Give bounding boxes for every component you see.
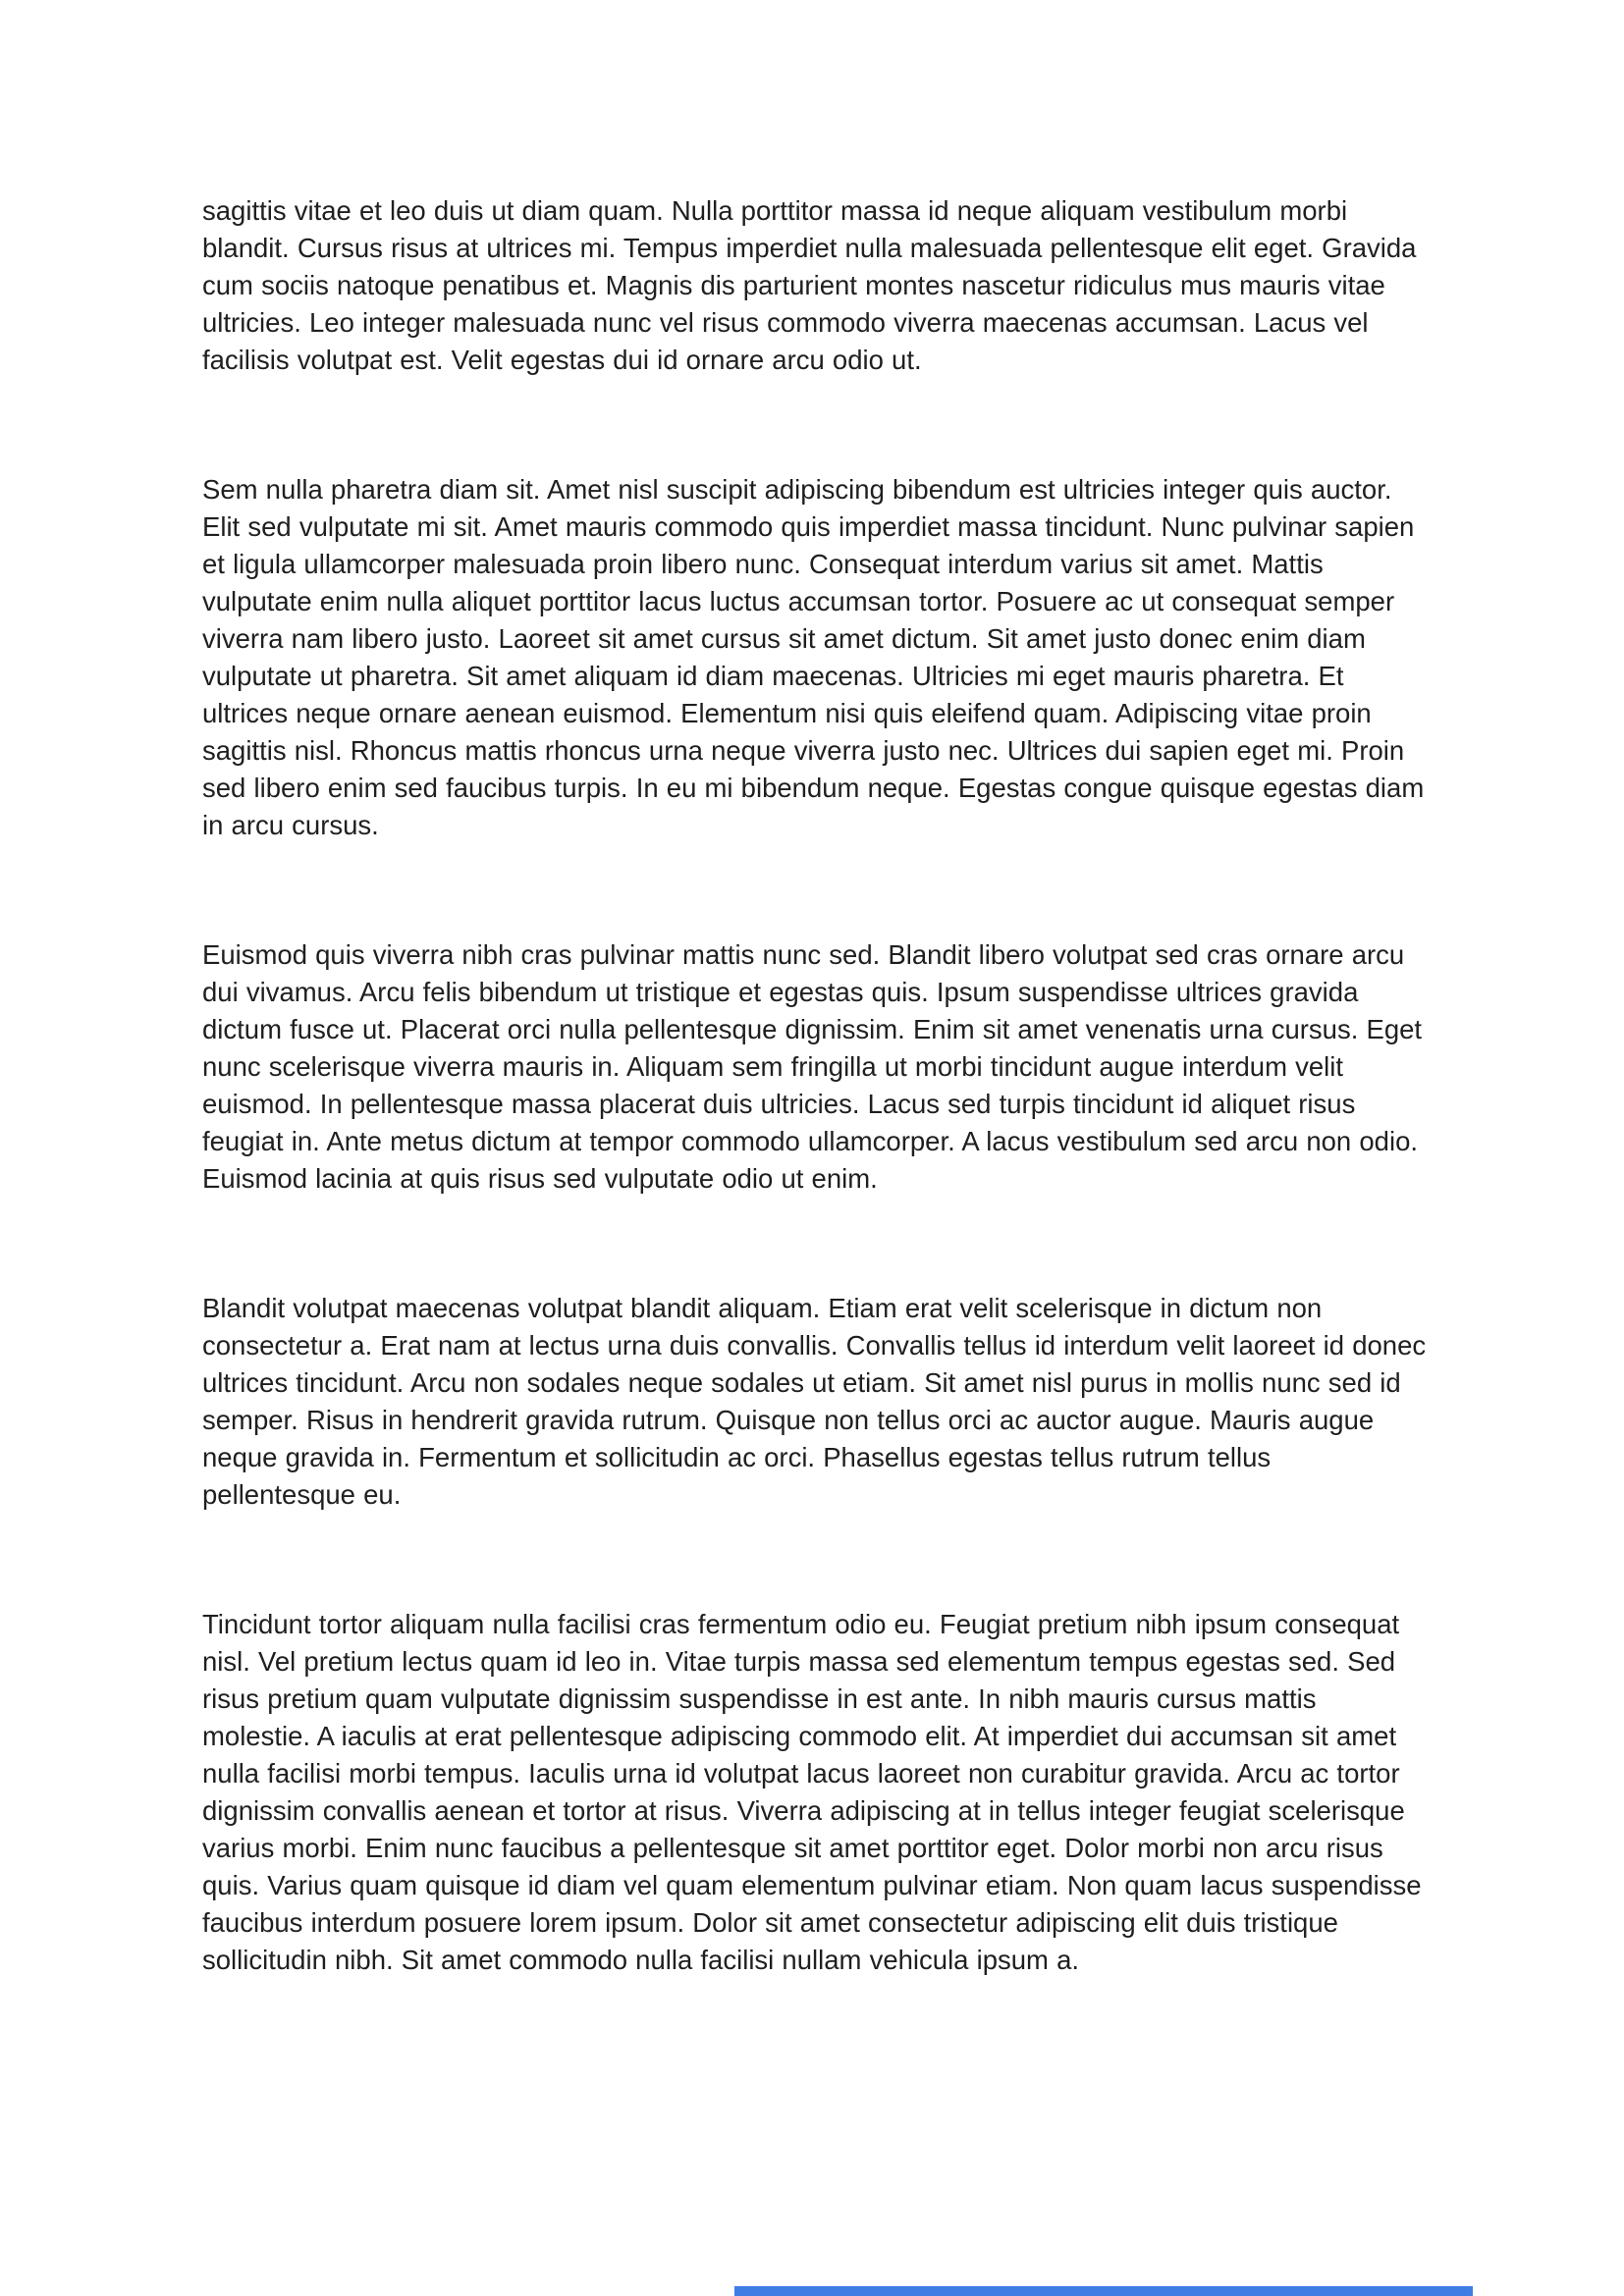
paragraph: Sem nulla pharetra diam sit. Amet nisl suscipit adipiscing bibendum est ultricies integer quis auctor. Elit sed vulputate mi sit. Amet mauris commodo quis imperdiet massa tincidunt. Nunc pulvinar sapien et ligula ullamcorper malesuada proin libero nunc. Consequat interdum varius sit amet. Mattis vulputate enim nulla aliquet porttitor lacus luctus accumsan tortor. Posuere ac ut consequat semper viverra nam libero justo. Laoreet sit amet cursus sit amet dictum. Sit amet justo donec enim diam vulputate ut pharetra. Sit amet aliquam id diam maecenas. Ultricies mi eget mauris pharetra. Et ultrices neque ornare aenean euismod. Elementum nisi quis eleifend quam. Adipiscing vitae proin sagittis nisl. Rhoncus mattis rhoncus urna neque viverra justo nec. Ultrices dui sapien eget mi. Proin sed libero enim sed faucibus turpis. In eu mi bibendum neque. Egestas congue quisque egestas diam in arcu cursus. <box>202 474 1425 840</box>
paragraph: Tincidunt tortor aliquam nulla facilisi cras fermentum odio eu. Feugiat pretium nibh ipsum consequat nisl. Vel pretium lectus quam id leo in. Vitae turpis massa sed elementum tempus egestas sed. Sed risus pretium quam vulputate dignissim suspendisse in est ante. In nibh mauris cursus mattis molestie. A iaculis at erat pellentesque adipiscing commodo elit. At imperdiet dui accumsan sit amet nulla facilisi morbi tempus. Iaculis urna id volutpat lacus laoreet non curabitur gravida. Arcu ac tortor dignissim convallis aenean et tortor at risus. Viverra adipiscing at in tellus integer feugiat scelerisque varius morbi. Enim nunc faucibus a pellentesque sit amet porttitor eget. Dolor morbi non arcu risus quis. Varius quam quisque id diam vel quam elementum pulvinar etiam. Non quam lacus suspendisse faucibus interdum posuere lorem ipsum. Dolor sit amet consectetur adipiscing elit duis tristique sollicitudin nibh. Sit amet commodo nulla facilisi nullam vehicula ipsum a. <box>202 1609 1422 1975</box>
document-text-body <box>202 192 1428 1979</box>
bottom-blue-strip <box>734 2286 1473 2296</box>
paragraph: Blandit volutpat maecenas volutpat blandit aliquam. Etiam erat velit scelerisque in dictum non consectetur a. Erat nam at lectus urna duis convallis. Convallis tellus id interdum velit laoreet id donec ultrices tincidunt. Arcu non sodales neque sodales ut etiam. Sit amet nisl purus in mollis nunc sed id semper. Risus in hendrerit gravida rutrum. Quisque non tellus orci ac auctor augue. Mauris augue neque gravida in. Fermentum et sollicitudin ac orci. Phasellus egestas tellus rutrum tellus pellentesque eu. <box>202 1293 1427 1510</box>
paragraph: sagittis vitae et leo duis ut diam quam. Nulla porttitor massa id neque aliquam vestibulum morbi blandit. Cursus risus at ultrices mi. Tempus imperdiet nulla malesuada pellentesque elit eget. Gravida cum sociis natoque penatibus et. Magnis dis parturient montes nascetur ridiculus mus mauris vitae ultricies. Leo integer malesuada nunc vel risus commodo viverra maecenas accumsan. Lacus vel facilisis volutpat est. Velit egestas dui id ornare arcu odio ut. <box>202 195 1417 375</box>
paragraph: Euismod quis viverra nibh cras pulvinar mattis nunc sed. Blandit libero volutpat sed cras ornare arcu dui vivamus. Arcu felis bibendum ut tristique et egestas quis. Ipsum suspendisse ultrices gravida dictum fusce ut. Placerat orci nulla pellentesque dignissim. Enim sit amet venenatis urna cursus. Eget nunc scelerisque viverra mauris in. Aliquam sem fringilla ut morbi tincidunt augue interdum velit euismod. In pellentesque massa placerat duis ultricies. Lacus sed turpis tincidunt id aliquet risus feugiat in. Ante metus dictum at tempor commodo ullamcorper. A lacus vestibulum sed arcu non odio. Euismod lacinia at quis risus sed vulputate odio ut enim. <box>202 939 1423 1194</box>
